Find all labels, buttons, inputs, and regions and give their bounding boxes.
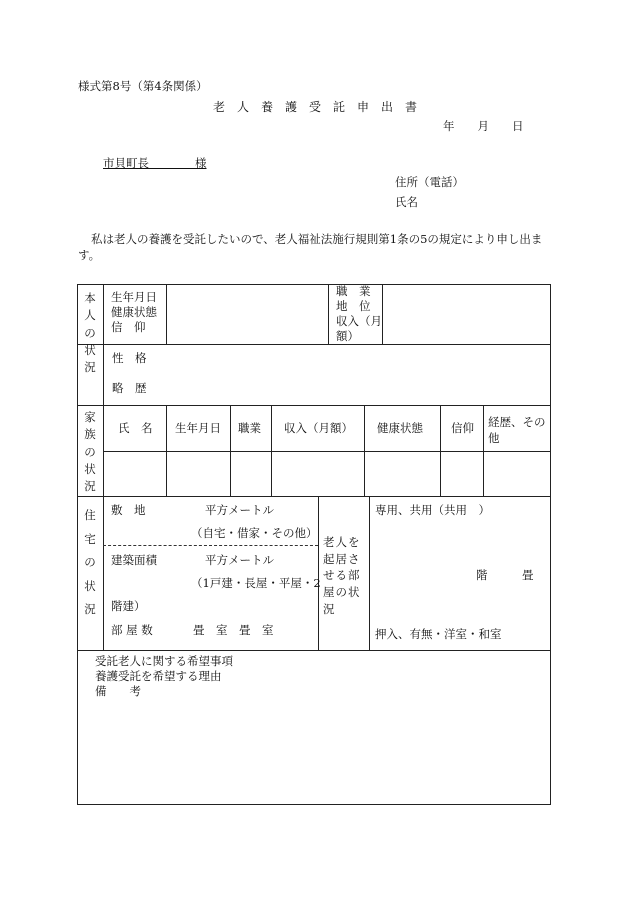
personality-label: 性 格 (112, 351, 147, 365)
name-label: 氏名 (395, 195, 418, 209)
date-field: 年 月 日 (443, 119, 524, 133)
rooms-label: 部 屋 数 (111, 623, 153, 637)
history-label: 略 歴 (112, 381, 147, 395)
divider (166, 284, 167, 344)
health-label: 健康状態 (111, 305, 157, 319)
income-label-cont: 額） (336, 329, 359, 343)
table-bottom-border (77, 804, 551, 805)
divider (318, 496, 319, 650)
family-section-label: 家族の状況 (84, 410, 96, 493)
remarks-label: 備 考 (95, 684, 141, 698)
form-title: 老 人 養 護 受 託 申 出 書 (213, 100, 418, 114)
divider (166, 405, 167, 496)
rooms-units: 畳 室 畳 室 (193, 623, 274, 637)
divider (364, 405, 365, 496)
divider (77, 650, 551, 651)
divider (77, 496, 551, 497)
exclusive-shared: 専用、共用（共用 ） (375, 503, 490, 517)
table-right-border (550, 284, 551, 804)
dashed-divider (103, 545, 318, 546)
divider (440, 405, 441, 496)
housing-section-label: 住宅の状況 (84, 508, 96, 617)
addressee: 市貝町長 様 (103, 156, 207, 170)
rank-label: 地 位 (336, 299, 371, 313)
floor-mats: 階 畳 (476, 568, 534, 582)
family-header-career: 経歴、その他 (488, 415, 546, 446)
floor-area-label: 建築面積 (111, 553, 157, 567)
income-label: 収入（月 (336, 314, 382, 328)
religion-label: 信 仰 (111, 320, 146, 334)
closet-room-type: 押入、有無・洋室・和室 (375, 627, 502, 641)
wishes-label: 受託老人に関する希望事項 (95, 654, 233, 668)
birth-label: 生年月日 (111, 290, 157, 304)
reason-label: 養護受託を希望する理由 (95, 669, 222, 683)
divider (230, 405, 231, 496)
divider (369, 496, 370, 650)
family-header-birth: 生年月日 (175, 421, 221, 435)
label-column-border (103, 284, 104, 650)
family-header-health: 健康状態 (377, 421, 423, 435)
divider (328, 284, 329, 344)
divider (77, 405, 551, 406)
site-label: 敷 地 (111, 503, 146, 517)
occupation-label: 職 業 (336, 284, 371, 298)
family-header-occupation: 職業 (238, 421, 261, 435)
address-label: 住所（電話） (395, 175, 464, 189)
building-type-options: （1戸建・長屋・平屋・2 (191, 576, 321, 590)
request-statement-line2: す。 (78, 248, 101, 262)
table-left-border (77, 284, 78, 804)
building-type-options-cont: 階建） (111, 599, 146, 613)
site-sqm: 平方メートル (205, 503, 274, 517)
form-number: 様式第8号（第4条関係） (78, 79, 208, 93)
divider (483, 405, 484, 496)
family-header-name: 氏 名 (118, 421, 153, 435)
divider (77, 344, 551, 345)
divider (382, 284, 383, 344)
ownership-options: （自宅・借家・その他） (191, 526, 318, 540)
personal-section-label: 本人の状況 (84, 291, 96, 374)
elder-room-label: 老人を起居させる部屋の状況 (323, 535, 361, 616)
family-header-religion: 信仰 (451, 421, 474, 435)
table-top-border (77, 284, 551, 285)
divider (271, 405, 272, 496)
request-statement-line1: 私は老人の養護を受託したいので、老人福祉法施行規則第1条の5の規定により申し出ま (91, 232, 543, 246)
floor-area-sqm: 平方メートル (205, 553, 274, 567)
family-header-income: 収入（月額） (284, 421, 353, 435)
